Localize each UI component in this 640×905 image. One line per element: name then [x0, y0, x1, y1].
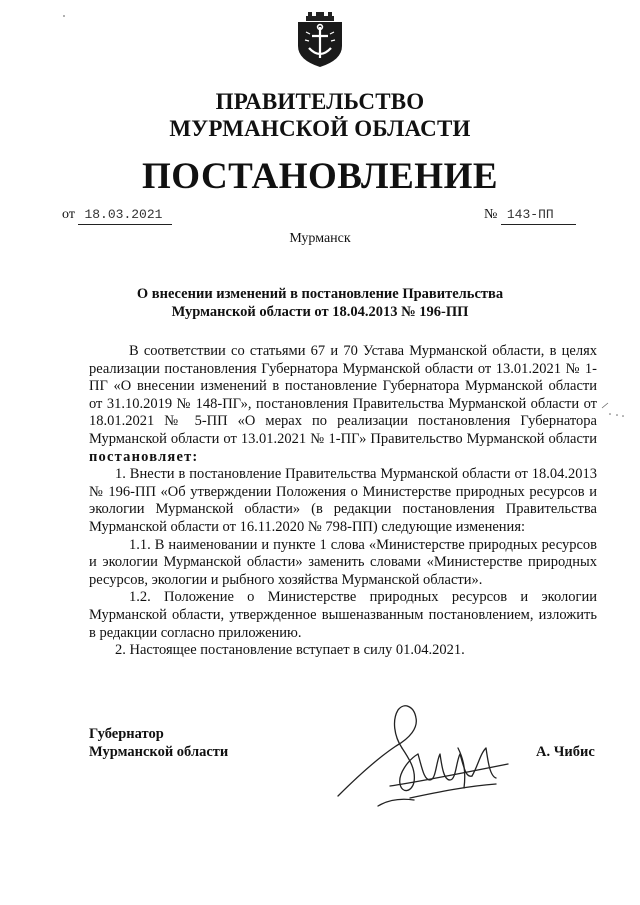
date-prefix: от: [62, 207, 75, 222]
number-value: 143-ПП: [501, 206, 576, 225]
position-line-2: Мурманской области: [89, 744, 229, 760]
preamble-paragraph: [89, 343, 597, 466]
handwritten-signature: [318, 688, 548, 818]
document-subject: [80, 285, 560, 321]
item-1-2: 1.2. Положение о Министерстве природных ресурсов и экологии Мурманской области, утвержденное вышеназванным постановлением, изложить в редакции согласно приложению.: [89, 589, 597, 641]
resolves-keyword: постановляет:: [89, 448, 199, 465]
org-line-2: МУРМАНСКОЙ ОБЛАСТИ: [169, 116, 471, 141]
item-2: 2. Настоящее постановление вступает в силу 01.04.2021.: [115, 642, 465, 659]
org-line-1: ПРАВИТЕЛЬСТВО: [215, 89, 425, 114]
city-name: Мурманск: [289, 231, 351, 246]
document-body: [89, 343, 597, 660]
signatory-position: [89, 725, 228, 761]
signatory-name: А. Чибис: [536, 744, 595, 760]
scan-speck: [62, 14, 66, 18]
subject-line-2: Мурманской области от 18.04.2013 № 196-ПП: [171, 304, 469, 320]
coat-of-arms-emblem: [296, 12, 344, 68]
document-number: [484, 206, 576, 225]
document-type-heading: ПОСТАНОВЛЕНИЕ: [141, 156, 499, 197]
subject-line-1: О внесении изменений в постановление Правительства: [136, 286, 504, 302]
position-line-1: Губернатор: [89, 726, 164, 742]
number-prefix: №: [484, 207, 498, 222]
date-value: 18.03.2021: [78, 206, 172, 225]
document-date: [62, 206, 172, 225]
preamble-text: В соответствии со статьями 67 и 70 Устава Мурманской области, в целях реализации постановления Губернатора Мурманской области от 13.01.2021 № 1-ПГ «О внесении изменений в постановление Губернатора Мурманской области от 31.10.2019 № 148-ПГ», постановления Правительства Мурманской области от 18.01.2021 № 5-ПП «О мерах по реализации постановления Губернатора Мурманской области от 13.01.2021 № 1-ПГ» Правительство Мурманской области: [89, 343, 597, 447]
government-name: [0, 88, 640, 142]
item-1: 1. Внести в постановление Правительства Мурманской области от 18.04.2013 № 196-ПП «Об утверждении Положения о Министерстве природных ресурсов и экологии Мурманской области» (в редакции постановления Правительства Мурманской области от 16.11.2020 № 798-ПП) следующие изменения:: [89, 466, 597, 535]
item-1-1: 1.1. В наименовании и пункте 1 слова «Министерстве природных ресурсов и экологии Мурманской области» заменить словами «Министерстве природных ресурсов, экологии и рыбного хозяйства Мурманской области».: [89, 536, 597, 588]
scan-specks: [600, 402, 630, 422]
